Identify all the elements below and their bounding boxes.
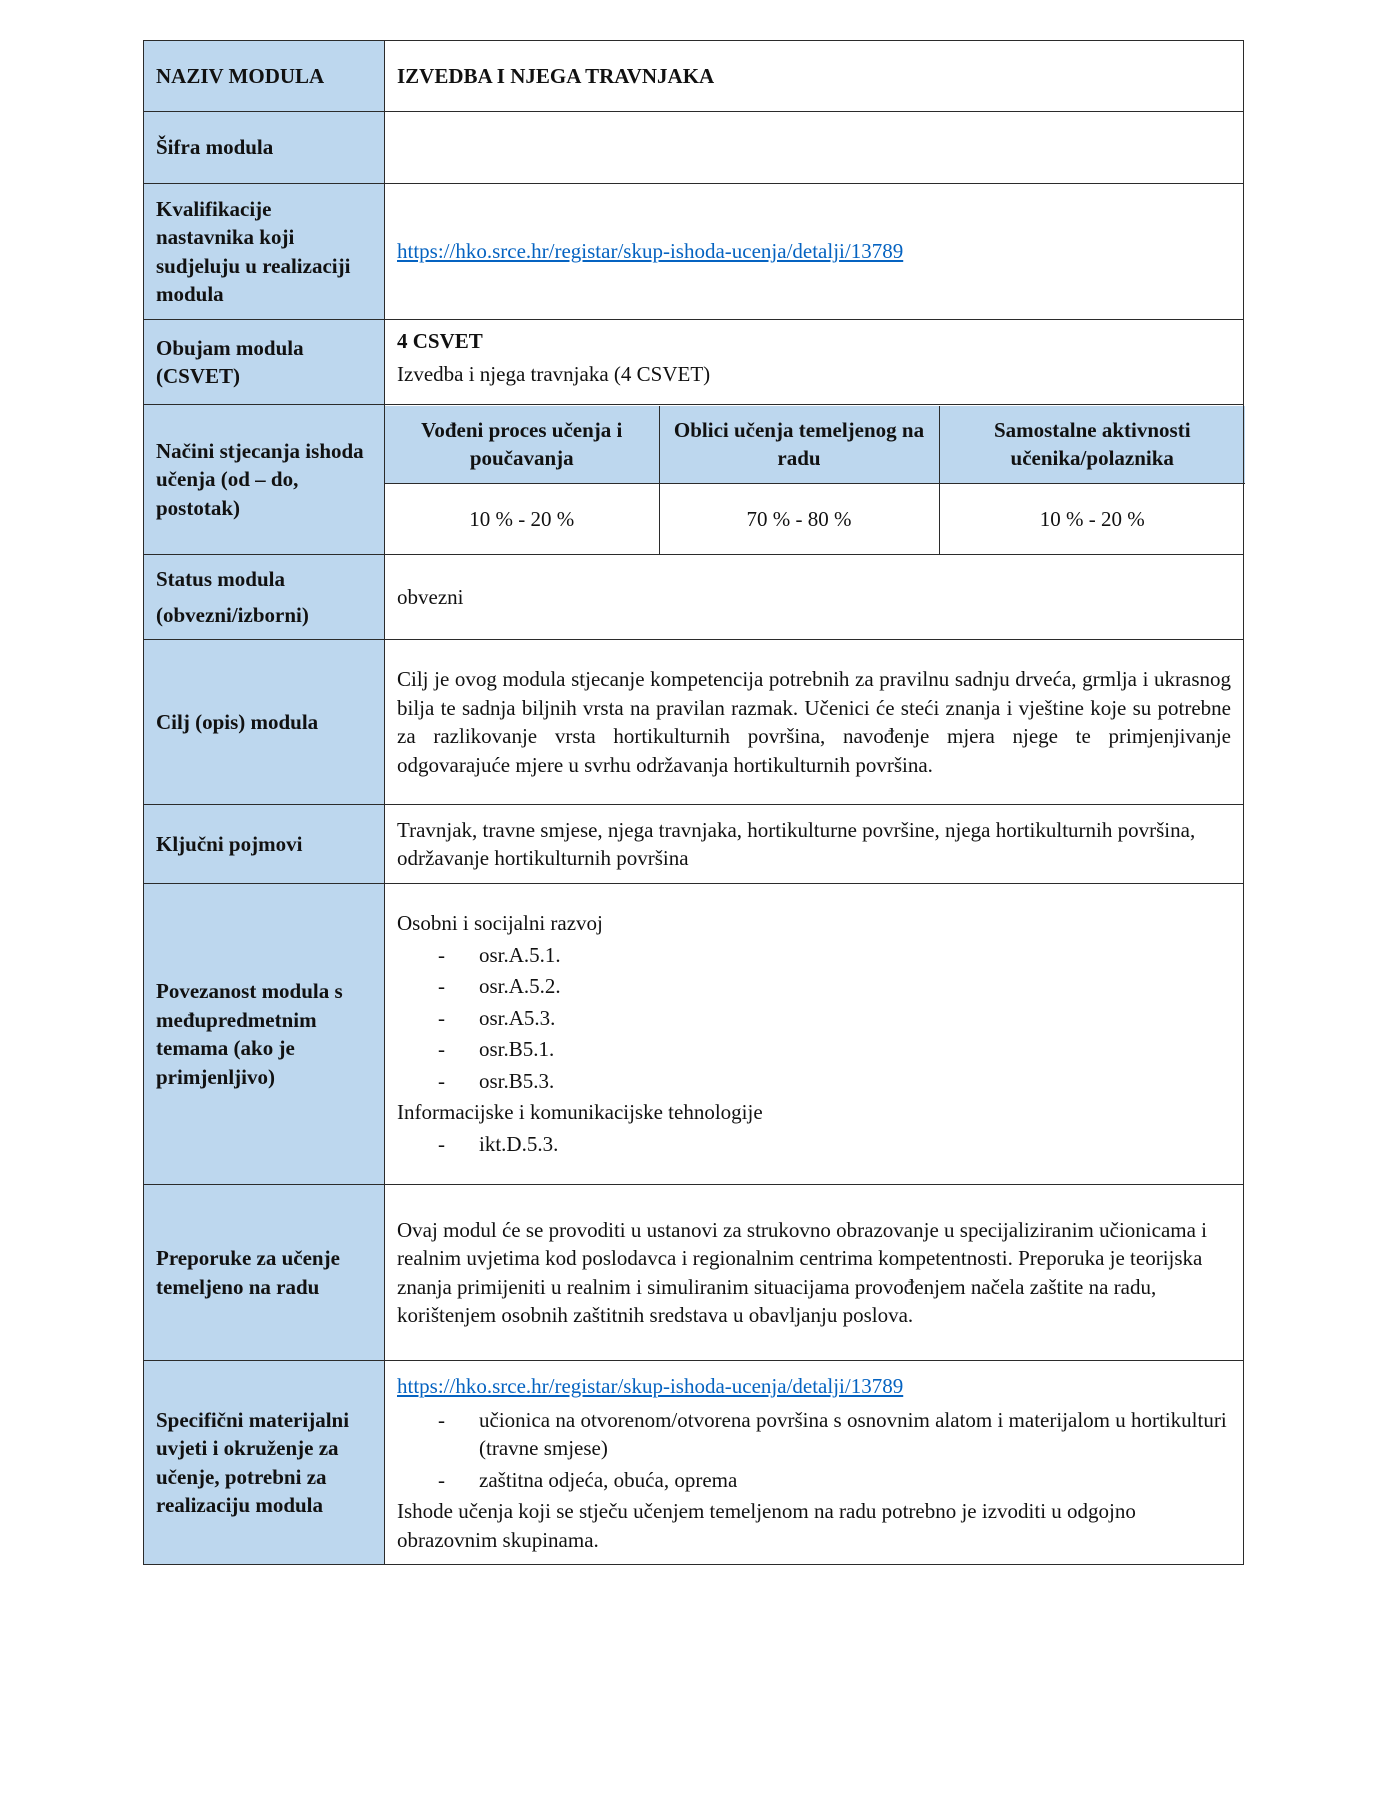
dash-bullet-icon: - xyxy=(438,1407,445,1432)
status-label-line2: (obvezni/izborni) xyxy=(156,603,309,627)
dash-bullet-icon: - xyxy=(438,1131,445,1156)
list-item xyxy=(397,1406,1231,1463)
dash-bullet-icon: - xyxy=(438,1037,445,1061)
list-item xyxy=(397,1034,1231,1066)
group-title-osobni: Osobni i socijalni razvoj xyxy=(397,911,603,935)
nacini-value-vodeni: 10 % - 20 % xyxy=(385,483,659,554)
label-cilj-modula: Cilj (opis) modula xyxy=(144,640,385,805)
specificni-closing: Ishode učenja koji se stječu učenjem temeljenom na radu potrebno je izvoditi u odgojno obrazovnim skupinama. xyxy=(397,1499,1136,1552)
nacini-subtable-cell xyxy=(385,405,1244,555)
label-preporuke: Preporuke za učenje temeljeno na radu xyxy=(144,1185,385,1361)
row-specificni-uvjeti xyxy=(144,1361,1244,1565)
nacini-header-row xyxy=(385,406,1245,484)
value-naziv-modula: IZVEDBA I NJEGA TRAVNJAKA xyxy=(385,41,1244,112)
row-naziv-modula xyxy=(144,41,1244,112)
dash-bullet-icon: - xyxy=(438,974,445,998)
item-text: zaštitna odjeća, obuća, oprema xyxy=(479,1467,738,1492)
nacini-value-row xyxy=(385,483,1245,554)
row-preporuke xyxy=(144,1185,1244,1361)
row-status-modula xyxy=(144,555,1244,640)
row-povezanost xyxy=(144,884,1244,1185)
nacini-value-oblici: 70 % - 80 % xyxy=(659,483,939,554)
obujam-opis: Izvedba i njega travnjaka (4 CSVET) xyxy=(397,362,711,386)
list-item xyxy=(397,1066,1231,1098)
item-text: ikt.D.5.3. xyxy=(479,1131,559,1156)
value-cilj-modula: Cilj je ovog modula stjecanje kompetencija potrebnih za pravilnu sadnju drveća, grmlja i ukrasnog bilja te sadnja biljnih vrsta na pravilan razmak. Učenici će steći znanja i vještine koje su potrebne za razlikovanje vrsta hortikulturnih površina, navođenje mjera njege te primjenjivanje odgovarajuće mjere u svrhu održavanja hortikulturnih površina. xyxy=(385,640,1244,805)
label-status-modula xyxy=(144,555,385,640)
row-cilj-modula xyxy=(144,640,1244,805)
row-kvalifikacije xyxy=(144,184,1244,320)
item-text: osr.B5.3. xyxy=(479,1068,555,1093)
label-specificni-uvjeti: Specifični materijalni uvjeti i okruženje za učenje, potrebni za realizaciju modula xyxy=(144,1361,385,1565)
group-title-ikt: Informacijske i komunikacijske tehnologije xyxy=(397,1100,763,1124)
value-preporuke: Ovaj modul će se provoditi u ustanovi za strukovno obrazovanje u specijaliziranim učionicama i realnim uvjetima kod poslodavca i regionalnim centrima kompetentnosti. Preporuka je teorijska znanja primijeniti u realnim i simuliranim situacijama provođenjem načela zaštite na radu, korištenjem osobnih zaštitnih sredstava u obavljanju poslova. xyxy=(385,1185,1244,1361)
label-kvalifikacije: Kvalifikacije nastavnika koji sudjeluju u realizaciji modula xyxy=(144,184,385,320)
value-specificni-uvjeti xyxy=(385,1361,1244,1565)
dash-bullet-icon: - xyxy=(438,942,445,967)
label-nacini-stjecanja: Načini stjecanja ishoda učenja (od – do, postotak) xyxy=(144,405,385,555)
nacini-header-vodeni: Vođeni proces učenja i poučavanja xyxy=(385,406,659,484)
label-sifra-modula: Šifra modula xyxy=(144,112,385,184)
row-obujam-modula xyxy=(144,320,1244,405)
kvalifikacije-link[interactable]: https://hko.srce.hr/registar/skup-ishoda-ucenja/detalji/13789 xyxy=(397,239,904,264)
list-item xyxy=(397,1129,1231,1161)
item-text: osr.A5.3. xyxy=(479,1005,556,1030)
specificni-link[interactable]: https://hko.srce.hr/registar/skup-ishoda-ucenja/detalji/13789 xyxy=(397,1374,904,1398)
value-kvalifikacije xyxy=(385,184,1244,320)
item-text: osr.A.5.2. xyxy=(479,974,561,998)
value-sifra-modula xyxy=(385,112,1244,184)
dash-bullet-icon: - xyxy=(438,1467,445,1492)
list-item xyxy=(397,1466,1231,1495)
nacini-header-samostalne: Samostalne aktivnosti učenika/polaznika xyxy=(939,406,1245,484)
label-povezanost: Povezanost modula s međupredmetnim temama (ako je primjenljivo) xyxy=(144,884,385,1185)
value-povezanost xyxy=(385,884,1244,1185)
module-table xyxy=(143,40,1244,1565)
label-obujam-modula: Obujam modula (CSVET) xyxy=(144,320,385,405)
value-kljucni-pojmovi: Travnjak, travne smjese, njega travnjaka, hortikulturne površine, njega hortikulturnih površina, održavanje hortikulturnih površina xyxy=(385,805,1244,884)
status-label-line1: Status modula xyxy=(156,567,285,591)
nacini-subtable xyxy=(385,406,1245,554)
specificni-link-line xyxy=(397,1371,1231,1403)
row-sifra-modula xyxy=(144,112,1244,184)
list-item xyxy=(397,940,1231,972)
list-ikt xyxy=(397,1129,1231,1161)
item-text: osr.B5.1. xyxy=(479,1037,555,1061)
value-status-modula: obvezni xyxy=(385,555,1244,640)
item-text: osr.A.5.1. xyxy=(479,942,561,967)
nacini-value-samostalne: 10 % - 20 % xyxy=(939,483,1245,554)
list-specificni xyxy=(397,1406,1231,1495)
value-obujam-modula xyxy=(385,320,1244,405)
nacini-header-oblici: Oblici učenja temeljenog na radu xyxy=(659,406,939,484)
dash-bullet-icon: - xyxy=(438,1068,445,1093)
dash-bullet-icon: - xyxy=(438,1005,445,1030)
label-kljucni-pojmovi: Ključni pojmovi xyxy=(144,805,385,884)
list-item xyxy=(397,971,1231,1003)
row-nacini-stjecanja xyxy=(144,405,1244,555)
row-kljucni-pojmovi xyxy=(144,805,1244,884)
list-item xyxy=(397,1003,1231,1035)
obujam-csvet: 4 CSVET xyxy=(397,329,483,353)
label-naziv-modula: NAZIV MODULA xyxy=(144,41,385,112)
item-text: učionica na otvorenom/otvorena površina s osnovnim alatom i materijalom u hortikulturi (travne smjese) xyxy=(479,1407,1227,1460)
list-osobni xyxy=(397,940,1231,1098)
